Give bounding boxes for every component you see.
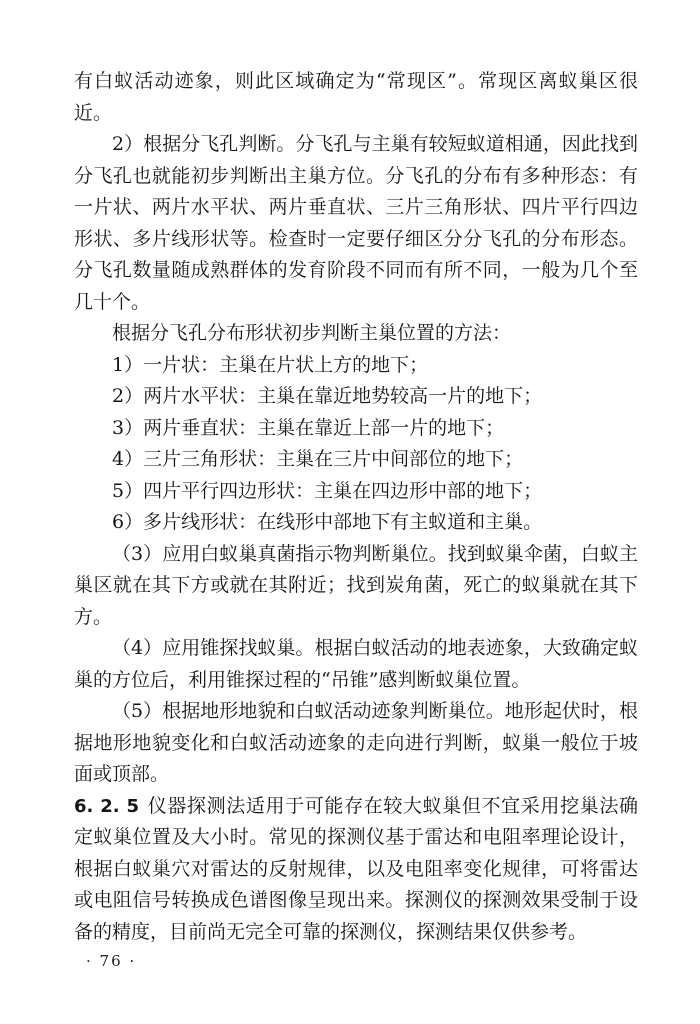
- list-item: 4）三片三角形状：主巢在三片中间部位的地下；: [112, 448, 524, 470]
- paragraph-continuation: 有白蚁活动迹象，则此区域确定为“常现区”。常现区离蚁巢区很近。: [74, 70, 638, 124]
- page-number: · 76 ·: [86, 952, 137, 970]
- paragraph-methods-intro: 根据分飞孔分布形状初步判断主巢位置的方法：: [112, 322, 512, 344]
- methods-list: [74, 350, 638, 539]
- list-item: 3）两片垂直状：主巢在靠近上部一片的地下；: [112, 416, 505, 439]
- section-number: 6. 2. 5: [74, 795, 140, 817]
- paragraph-terrain: （5）根据地形地貌和白蚁活动迹象判断巢位。地形起伏时，根据地形地貌变化和白蚁活动迹象的走向进行判断，蚁巢一般位于坡面或顶部。: [74, 700, 638, 785]
- paragraph-fungi-indicator: （3）应用白蚁巢真菌指示物判断巢位。找到蚁巢伞菌，白蚁主巢区就在其下方或就在其附近；找到炭角菌，死亡的蚁巢就在其下方。: [74, 542, 638, 628]
- list-item: 5）四片平行四边形状：主巢在四边形中部的地下；: [112, 479, 543, 502]
- list-item: 1）一片状：主巢在片状上方的地下；: [112, 353, 429, 376]
- paragraph-flight-holes: 2）根据分飞孔判断。分飞孔与主巢有较短蚁道相通，因此找到分飞孔也就能初步判断出主巢方位。分飞孔的分布有多种形态：有一片状、两片水平状、两片垂直状、三片三角形状、四片平行四边形状、多片线形状等。检查时一定要仔细区分分飞孔的分布形态。分飞孔数量随成熟群体的发育阶段不同而有所不同，一般为几个至几十个。: [74, 133, 638, 313]
- list-item: 6）多片线形状：在线形中部地下有主蚁道和主巢。: [112, 511, 543, 533]
- section-6-2-5: [74, 791, 638, 949]
- paragraph-cone-probe: （4）应用锥探找蚁巢。根据白蚁活动的地表迹象，大致确定蚁巢的方位后，利用锥探过程的“吊锥”感判断蚁巢位置。: [74, 637, 638, 691]
- list-item: 2）两片水平状：主巢在靠近地势较高一片的地下；: [112, 385, 543, 407]
- section-text: 仪器探测法适用于可能存在较大蚁巢但不宜采用挖巢法确定蚁巢位置及大小时。常见的探测仪基于雷达和电阻率理论设计，根据白蚁巢穴对雷达的反射规律，以及电阻率变化规律，可将雷达或电阻信号转换成色谱图像呈现出来。探测仪的探测效果受制于设备的精度，目前尚无完全可靠的探测仪，探测结果仅供参考。: [74, 794, 638, 943]
